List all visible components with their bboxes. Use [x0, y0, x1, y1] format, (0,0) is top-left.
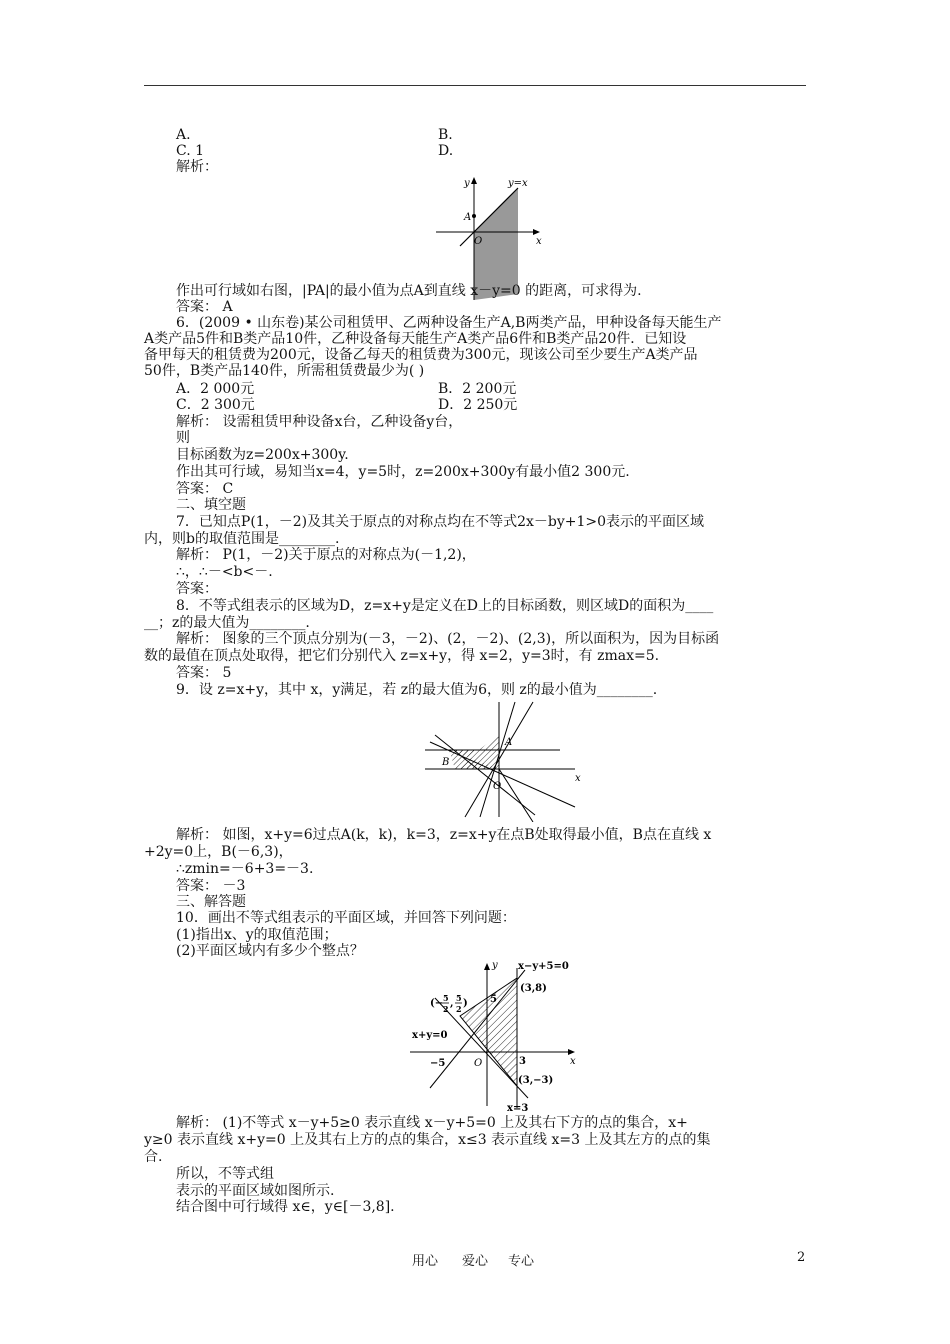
q10-line3: (2)平面区域内有多少个整点？: [176, 943, 364, 959]
q9-answer: 答案： －3: [176, 878, 246, 894]
q10-analysis-6: 结合图中可行域得 x∈，y∈[－3,8].: [176, 1199, 395, 1215]
q6-option-d: D．2 250元: [438, 397, 518, 413]
q8-line1: 8．不等式组表示的区域为D，z=x+y是定义在D上的目标函数，则区域D的面积为____: [176, 598, 714, 614]
q10-label-pmid-num2: 5: [456, 993, 462, 1003]
q8-analysis-1: 解析： 图象的三个顶点分别为(－3，－2)、(2，－2)、(2,3)，所以面积为，因为目标函: [176, 631, 720, 647]
q5-option-c: C. 1: [176, 143, 205, 159]
q5-label-x: x: [536, 236, 542, 247]
q10-line2: (1)指出x、y的取值范围；: [176, 927, 338, 943]
q5-x-arrow: [533, 229, 540, 235]
q7-line1: 7．已知点P(1，－2)及其关于原点的对称点均在不等式2x－by+1>0表示的平面区域: [176, 514, 705, 530]
q10-analysis-2: y≥0 表示直线 x+y=0 上及其右上方的点的集合，x≤3 表示直线 x=3 上及其左方的点的集: [144, 1132, 711, 1148]
q6-analysis-3: 目标函数为z=200x+300y.: [176, 447, 349, 463]
q5-explain: 作出可行域如右图，|PA|的最小值为点A到直线 x－y=0 的距离，可求得为.: [176, 283, 642, 299]
q8-line2: __；z的最大值为________.: [144, 615, 310, 631]
q6-answer: 答案： C: [176, 481, 234, 497]
q6-line1: 6．(2009 • 山东卷)某公司租赁甲、乙两种设备生产A,B两类产品，甲种设备每天能生产: [176, 315, 722, 331]
q10-label-line3: x=3: [507, 1103, 529, 1113]
section-fill-blank: 二、填空题: [176, 497, 246, 513]
q10-label-pmid-comma: ,: [450, 998, 454, 1009]
q5-y-arrow: [471, 177, 477, 184]
q9-analysis-3: ∴zmin=－6+3=－3.: [176, 861, 314, 877]
q6-analysis-4: 作出其可行域，易知当x=4，y=5时，z=200x+300y有最小值2 300元.: [176, 464, 630, 480]
q10-line1: 10．画出不等式组表示的平面区域，并回答下列问题：: [176, 910, 516, 926]
q10-label-o: O: [474, 1058, 483, 1069]
q10-analysis-4: 所以，不等式组: [176, 1166, 274, 1182]
q10-label-pmid-close: ): [463, 998, 468, 1009]
q9-figure: [425, 697, 590, 822]
page-number: 2: [797, 1250, 806, 1265]
q5-point-a: [472, 214, 476, 218]
q9-label-a: A: [505, 737, 513, 748]
q5-option-a: A.: [176, 127, 191, 143]
q10-label-x: x: [570, 1056, 576, 1067]
q6-line3: 备甲每天的租赁费为200元，设备乙每天的租赁费为300元，现该公司至少要生产A类产品: [144, 347, 698, 363]
q10-analysis-3: 合.: [144, 1149, 163, 1165]
q7-line2: 内，则b的取值范围是________.: [144, 531, 340, 547]
q10-figure: [410, 958, 585, 1113]
q10-x-arrow: [568, 1049, 575, 1055]
q6-line4: 50件，B类产品140件，所需租赁费最少为( ): [144, 363, 425, 379]
q10-y-arrow: [484, 963, 490, 970]
footer-text-1: 用心: [412, 1254, 439, 1269]
q10-analysis-5: 表示的平面区域如图所示.: [176, 1183, 335, 1199]
q9-analysis-2: +2y=0上，B(－6,3)，: [144, 844, 293, 860]
q5-label-o: O: [474, 236, 483, 247]
header-rule: [144, 85, 806, 86]
q10-label-line2: x+y=0: [412, 1030, 448, 1041]
q6-option-c: C．2 300元: [176, 397, 255, 413]
q5-option-d: D.: [438, 143, 454, 159]
q5-option-b: B.: [438, 127, 453, 143]
section-solve: 三、解答题: [176, 894, 246, 910]
q5-label-y: y: [464, 178, 470, 189]
q10-label-pmid-num1: 5: [443, 993, 449, 1003]
q10-label-three: 3: [519, 1056, 526, 1067]
q6-analysis-2: 则: [176, 430, 190, 446]
q7-analysis-2: ∴，∴－<b<－.: [176, 564, 273, 580]
q8-analysis-2: 数的最值在顶点处取得，把它们分别代入 z=x+y，得 x=2，y=3时，有 zmax=5.: [144, 648, 660, 664]
q6-analysis-1: 解析： 设需租赁甲种设备x台，乙种设备y台，: [176, 414, 463, 430]
q9-line-5: [499, 769, 533, 822]
q5-label-a: A: [464, 212, 472, 223]
q10-label-y: y: [492, 960, 498, 971]
q9-label-o: O: [493, 781, 502, 792]
q10-label-five: 5: [490, 994, 497, 1005]
q8-answer: 答案： 5: [176, 665, 232, 681]
q7-answer: 答案：: [176, 581, 218, 597]
q10-label-pmid-den1: 2: [443, 1004, 449, 1014]
q9-label-x: x: [575, 773, 581, 784]
q10-feasible-region: [460, 978, 517, 1086]
q9-line1: 9．设 z=x+y，其中 x，y满足，若 z的最大值为6，则 z的最小值为________.: [176, 682, 658, 698]
q5-answer: 答案： A: [176, 299, 233, 315]
q10-label-p3m3: (3,−3): [518, 1075, 554, 1086]
q10-label-line1: x−y+5=0: [518, 961, 569, 972]
q10-analysis-1: 解析： (1)不等式 x－y+5≥0 表示直线 x－y+5=0 上及其右下方的点的集合，x+: [176, 1115, 688, 1131]
q7-analysis-1: 解析： P(1，－2)关于原点的对称点为(－1,2)，: [176, 547, 476, 563]
q10-label-p38: (3,8): [520, 983, 547, 994]
footer-text-2: 爱心: [462, 1254, 489, 1269]
q5-label-line: y=x: [508, 178, 528, 189]
q6-line2: A类产品5件和B类产品10件，乙种设备每天能生产A类产品6件和B类产品20件．已知设: [144, 331, 687, 347]
q5-analysis-label: 解析：: [176, 159, 218, 175]
q9-analysis-1: 解析： 如图，x+y=6过点A(k，k)，k=3，z=x+y在点B处取得最小值，B点在直线 x: [176, 827, 712, 843]
footer-text-3: 专心: [508, 1254, 535, 1269]
q10-label-pmid-open: (−: [430, 998, 444, 1009]
q6-option-a: A．2 000元: [176, 381, 255, 397]
q6-option-b: B．2 200元: [438, 381, 517, 397]
q10-label-m5: −5: [430, 1058, 446, 1069]
q10-label-pmid-den2: 2: [456, 1004, 462, 1014]
q9-label-b: B: [442, 757, 450, 768]
